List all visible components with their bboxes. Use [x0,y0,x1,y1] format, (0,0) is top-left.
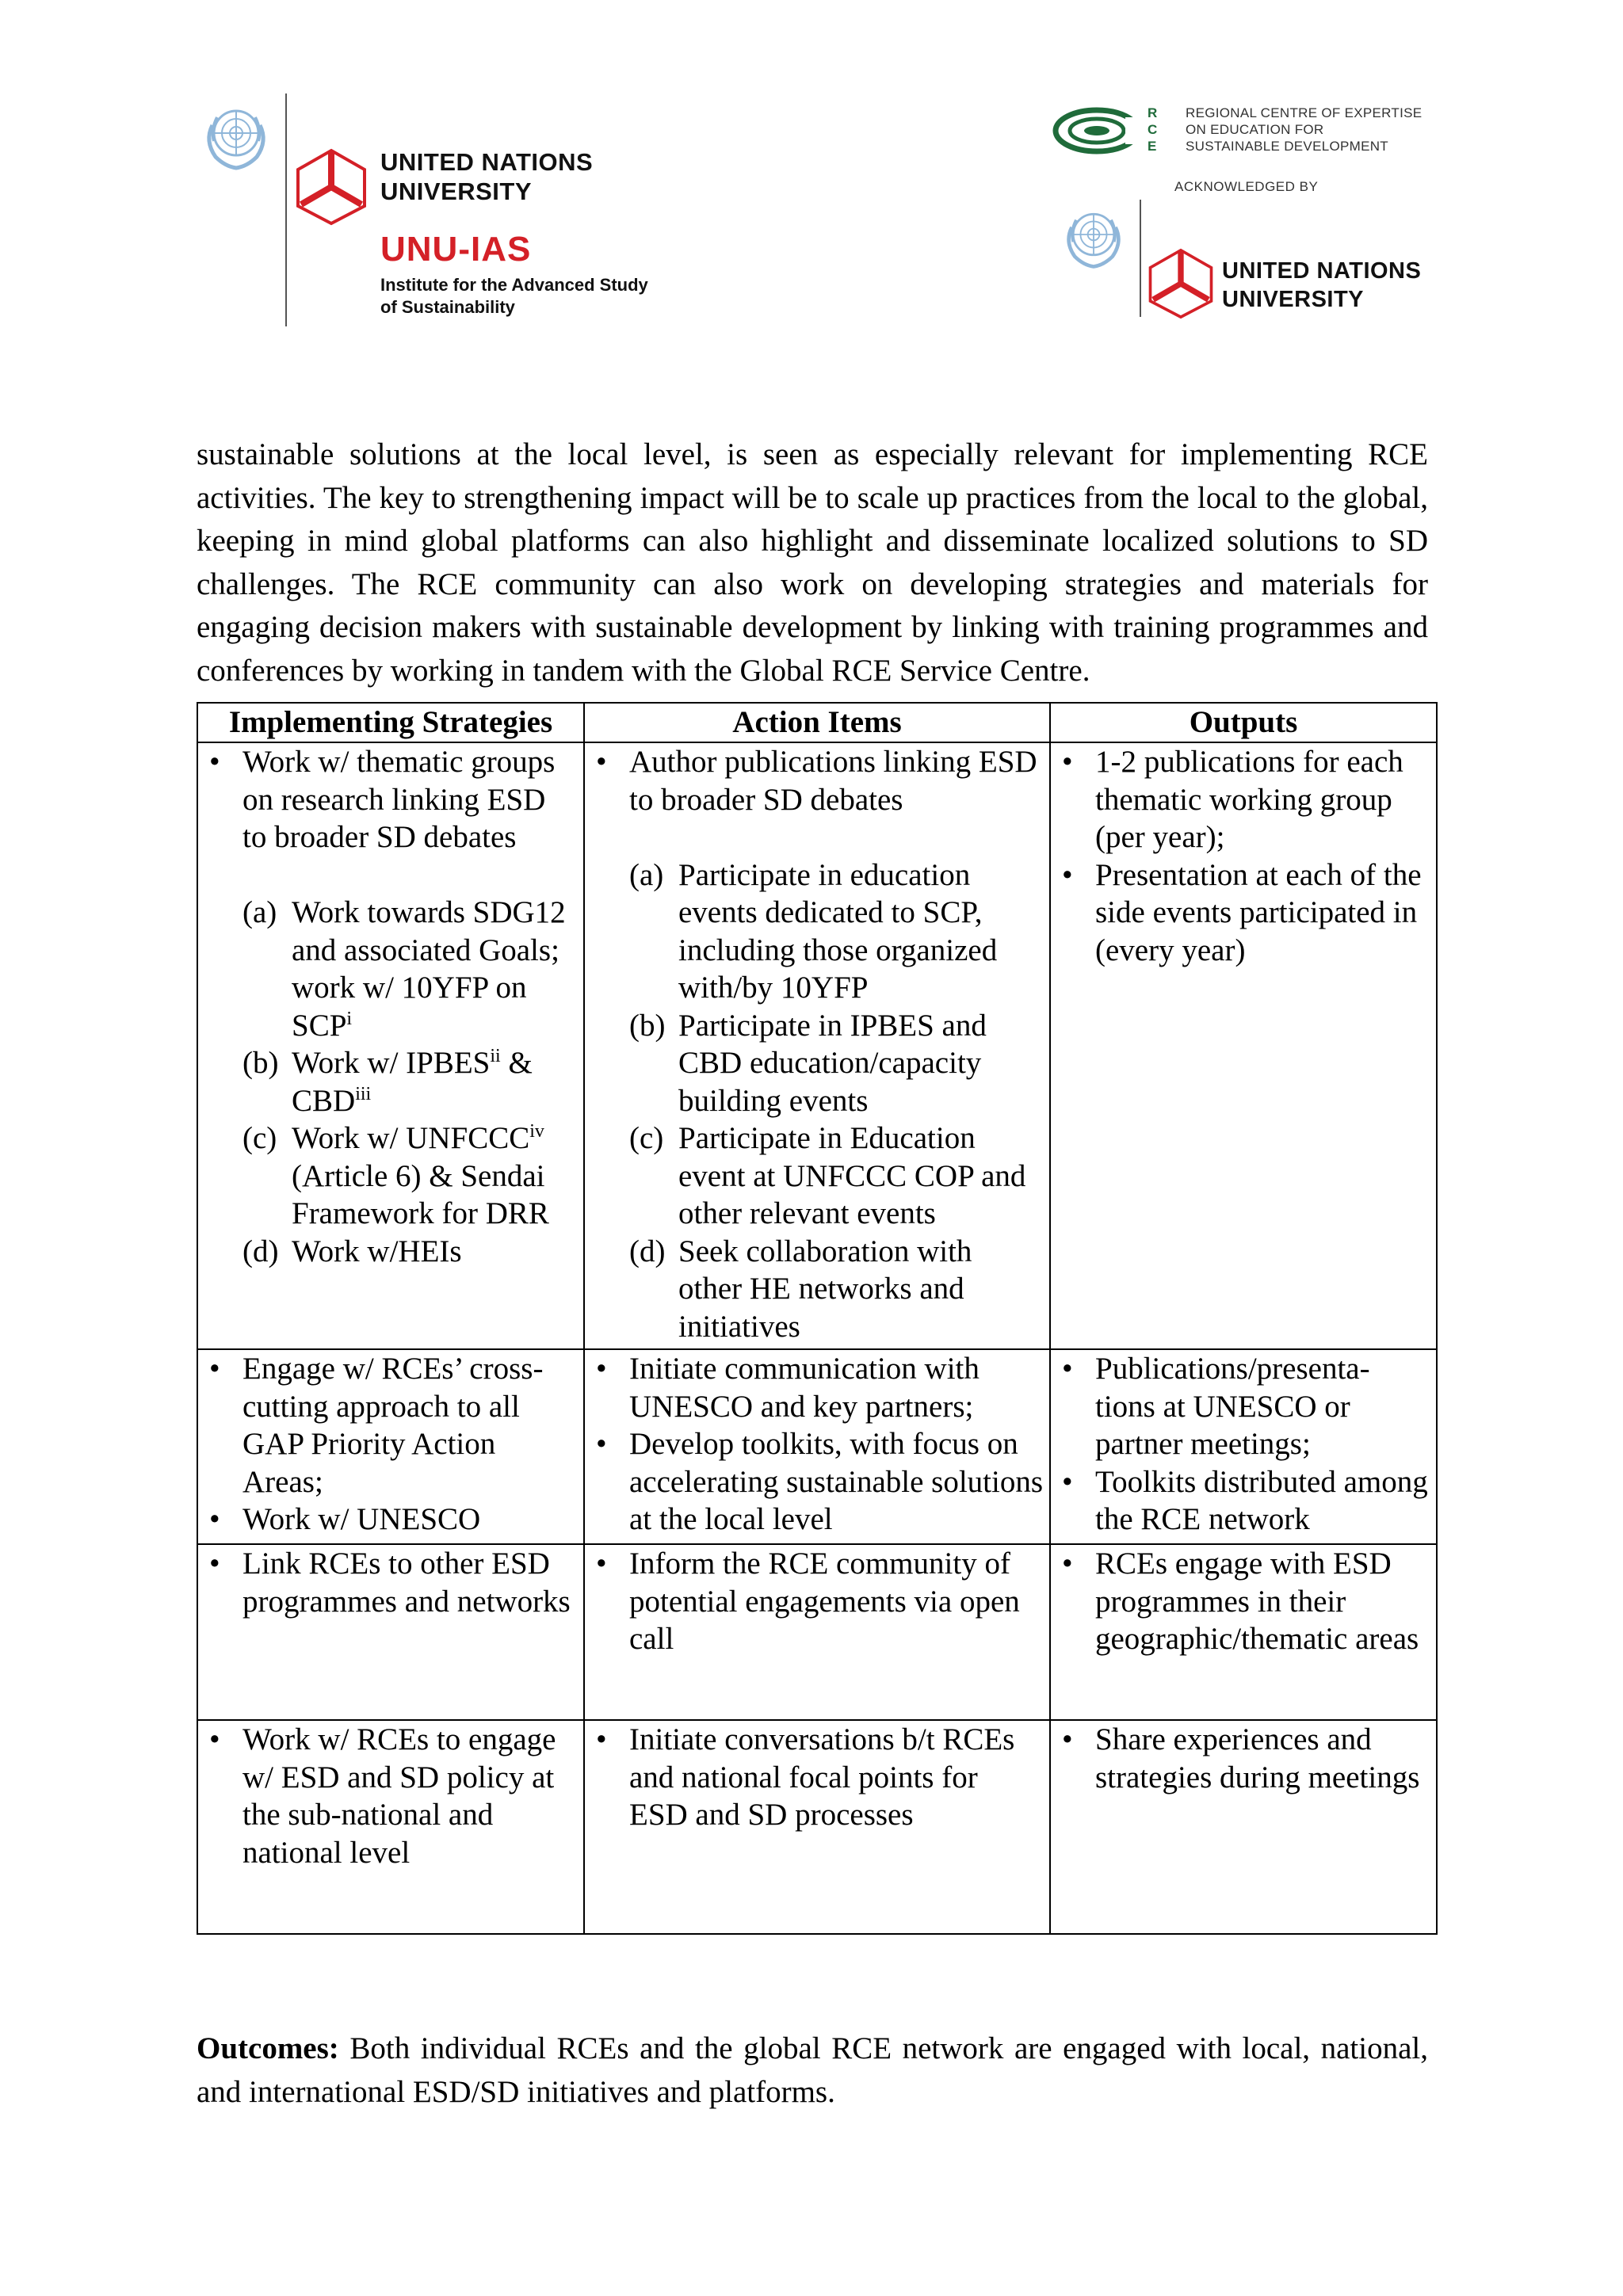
unu-logo [1146,247,1216,320]
sub-item-text: Work w/ UNFCCC [292,1121,530,1155]
sub-item [629,1007,1043,1120]
endnote-marker: i [346,1008,353,1029]
table-row [197,1544,1437,1720]
sub-item-text: & CBD [292,1046,533,1118]
unu-name-line1: UNITED NATIONS [1222,258,1422,284]
outputs-cell [1050,1544,1437,1720]
table-header-row [197,703,1437,742]
list-item: • 1-2 publications for each thematic working group (per year); [1051,743,1430,856]
list-item: • Work w/ RCEs to engage w/ ESD and SD policy at the sub-national and national level [198,1721,577,1871]
unu-name-line2: UNIVERSITY [1222,287,1365,312]
outcomes-paragraph [197,2027,1428,2114]
strategies-cell [197,742,584,1349]
sub-item-text: Participate in education events dedicated to SCP, including those organized with/by 10YFP [678,857,998,1005]
list-item: • Publications/presenta-tions at UNESCO or partner meetings; [1051,1350,1430,1463]
sub-item-text: Work w/HEIs [292,1234,462,1268]
header-action-items: Action Items [584,703,1050,742]
sub-item-text: (Article 6) & Sendai Framework for DRR [292,1158,549,1230]
sub-item-label: (b) [629,1008,666,1043]
list-item: • Link RCEs to other ESD programmes and networks [198,1545,577,1620]
rce-name-line2: ON EDUCATION FOR [1186,122,1324,137]
rce-name-line3: SUSTAINABLE DEVELOPMENT [1186,139,1388,154]
list-item: • Share experiences and strategies during meetings [1051,1721,1430,1796]
strategy-table [197,702,1438,1935]
list-item: • Work w/ UNESCO [198,1501,577,1539]
header-implementing-strategies: Implementing Strategies [197,703,584,742]
endnote-marker: iii [355,1083,372,1104]
list-item: • Develop toolkits, with focus on accelerating sustainable solutions at the local level [585,1425,1043,1539]
sub-item-text: Work w/ IPBES [292,1046,491,1080]
bullet-list [1051,1545,1430,1658]
rce-letter-e: E [1148,139,1157,154]
strategies-cell [197,1720,584,1934]
actions-cell [584,1720,1050,1934]
sub-item-label: (d) [242,1234,279,1268]
header-divider [1140,200,1141,317]
bullet-list [1051,1721,1430,1796]
sub-item-text: Seek collaboration with other HE networks and initiatives [678,1234,972,1344]
sub-item [242,1233,577,1271]
list-item: • RCEs engage with ESD programmes in their geographic/thematic areas [1051,1545,1430,1658]
sub-item-label: (a) [629,857,664,892]
unu-logo [293,147,369,227]
list-item: • Toolkits distributed among the RCE network [1051,1463,1430,1539]
bullet-list [198,1545,577,1620]
endnote-marker: iv [529,1121,544,1142]
list-item: • Engage w/ RCEs’ cross-cutting approach to all GAP Priority Action Areas; [198,1350,577,1501]
list-item: • Work w/ thematic groups on research linking ESD to broader SD debates [198,743,577,856]
sub-item [242,894,577,1044]
table-row [197,1720,1437,1934]
outputs-cell [1050,1720,1437,1934]
header-outputs: Outputs [1050,703,1437,742]
bullet-list [1051,1350,1430,1539]
rce-letter-c: C [1148,122,1158,137]
actions-cell [584,1349,1050,1544]
un-emblem-logo [1057,198,1130,271]
sub-item-label: (b) [242,1046,279,1080]
list-item: • Inform the RCE community of potential engagements via open call [585,1545,1043,1658]
list-item: • Presentation at each of the side events participated in (every year) [1051,856,1430,970]
bullet-list [198,743,577,856]
unu-name [380,147,593,206]
list-item: • Initiate conversations b/t RCEs and national focal points for ESD and SD processes [585,1721,1043,1834]
bullet-list [1051,743,1430,969]
institute-line1: Institute for the Advanced Study [380,275,648,295]
table-row [197,1349,1437,1544]
strategies-cell [197,1349,584,1544]
outputs-cell [1050,1349,1437,1544]
sub-item-label: (c) [629,1121,664,1155]
unu-ias-title: UNU-IAS [380,230,532,269]
sub-item-text: Work towards SDG12 and associated Goals; work w/ 10YFP on SCP [292,895,566,1043]
acknowledged-label: ACKNOWLEDGED BY [1174,179,1319,194]
rce-letters [1148,105,1157,154]
sub-item-label: (d) [629,1234,666,1268]
sub-item [242,1044,577,1119]
outputs-cell [1050,742,1437,1349]
sub-list [198,894,577,1270]
sub-item-label: (c) [242,1121,277,1155]
bullet-list [198,1350,577,1539]
rce-letter-r: R [1148,105,1158,120]
sub-item-label: (a) [242,895,277,929]
actions-cell [584,742,1050,1349]
rce-name-line1: REGIONAL CENTRE OF EXPERTISE [1186,105,1423,120]
sub-item [629,1119,1043,1233]
sub-item-text: Participate in IPBES and CBD education/capacity building events [678,1008,987,1118]
list-item: • Initiate communication with UNESCO and key partners; [585,1350,1043,1425]
institute-line2: of Sustainability [380,297,515,317]
list-item: • Author publications linking ESD to broader SD debates [585,743,1043,818]
intro-paragraph: sustainable solutions at the local level, is seen as especially relevant for implementing RCE activities. The key to strengthening impact will be to scale up practices from the local to the global, keeping in mind global platforms can also highlight and disseminate localized solutions to SD challenges. The RCE community can also work on developing strategies and materials for engaging decision makers with sustainable development by linking with training programmes and conferences by working in tandem with the Global RCE Service Centre. [197,437,1428,688]
rce-name [1186,105,1422,154]
unu-ias-subtitle [380,274,648,318]
sub-list [585,856,1043,1346]
bullet-list [585,1350,1043,1539]
table-row [197,742,1437,1349]
bullet-list [585,743,1043,818]
bullet-list [585,1545,1043,1658]
outcomes-label: Outcomes: [197,2031,339,2065]
strategies-cell [197,1544,584,1720]
outcomes-text: Both individual RCEs and the global RCE network are engaged with local, national, and international ESD/SD initiatives and platforms. [197,2031,1428,2109]
rce-logo [1052,105,1146,157]
endnote-marker: ii [490,1046,501,1066]
sub-item [242,1119,577,1233]
un-emblem-logo [197,93,276,173]
bullet-list [198,1721,577,1871]
sub-item [629,856,1043,1007]
unu-name [1222,257,1421,314]
sub-item [629,1233,1043,1346]
bullet-list [585,1721,1043,1834]
unu-name-line1: UNITED NATIONS [380,148,594,176]
sub-item-text: Participate in Education event at UNFCCC COP and other relevant events [678,1121,1026,1230]
header-divider [285,93,287,326]
actions-cell [584,1544,1050,1720]
unu-name-line2: UNIVERSITY [380,177,533,205]
